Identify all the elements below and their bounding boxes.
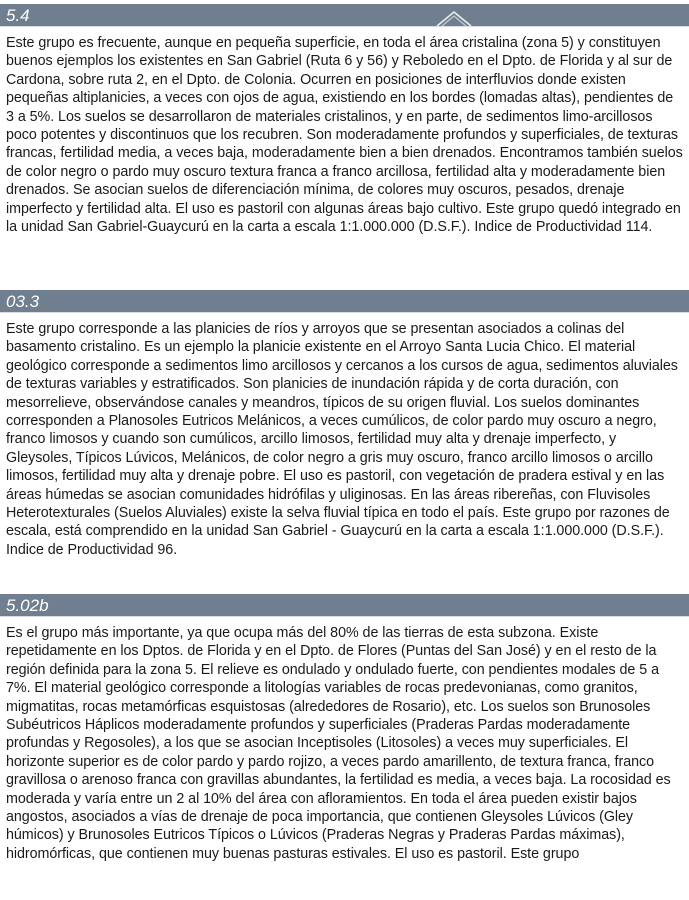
section-heading-bar	[0, 4, 689, 27]
section-03-3	[0, 290, 689, 559]
section-heading: 5.4	[6, 6, 30, 25]
section-heading-bar	[0, 594, 689, 617]
chevron-up-icon	[436, 10, 472, 27]
section-5-02b	[0, 594, 689, 863]
section-heading: 03.3	[6, 292, 40, 311]
section-heading-bar	[0, 290, 689, 313]
section-5-4	[0, 4, 689, 236]
section-heading: 5.02b	[6, 596, 49, 615]
section-body-text: Este grupo corresponde a las planicies de ríos y arroyos que se presentan asociados a colinas del basamento cristalino. Es un ejemplo la planicie existente en el Arroyo Santa Lucia Chico. El material geológico corresponde a sedimentos limo arcillosos y cercanos a los cursos de agua, sedimentos aluviales de texturas variables y estratificados. Son planicies de inundación rápida y de corta duración, con mesorrelieve, observándose canales y meandros, típicos de su origen fluvial. Los suelos dominantes corresponden a Planosoles Eutricos Melánicos, a veces cumúlicos, de color pardo muy oscuro a negro, franco limosos y cuando son cumúlicos, arcillo limosos, fertilidad muy alta y drenaje imperfecto, y Gleysoles, Típicos Lúvicos, Melánicos, de color negro a gris muy oscuro, franco arcillo limosos o arcillo limosos, fertilidad muy alta y drenaje pobre. El uso es pastoril, con vegetación de pradera estival y en las áreas húmedas se asocian comunidades hidrófilas y uliginosas. En las áreas ribereñas, con Fluvisoles Heterotexturales (Suelos Aluviales) existe la selva fluvial típica en todo el país. Este grupo por razones de escala, está comprendido en la unidad San Gabriel - Guaycurú en la carta a escala 1:1.000.000 (D.S.F.). Indice de Productividad 96.	[6, 321, 678, 558]
section-body-text: Este grupo es frecuente, aunque en pequeña superficie, en toda el área cristalina (zona 5) y constituyen buenos ejemplos los existentes en San Gabriel (Ruta 6 y 56) y Reboledo en el Dpto. de Florida y al sur de Cardona, sobre ruta 2, en el Dpto. de Colonia. Ocurren en posiciones de interfluvios donde existen pequeñas altiplanicies, a veces con ojos de agua, existiendo en los bordes (lomadas altas), pendientes de 3 a 5%. Los suelos se desarrollaron de materiales cristalinos, y en parte, de sedimentos limo-arcillosos poco potentes y discontinuos que los recubren. Son moderadamente profundos y superficiales, de texturas francas, fertilidad media, a veces baja, moderadamente bien a bien drenados. Encontramos también suelos de color negro o pardo muy oscuro textura franca a franco arcillosa, fertilidad alta y moderadamente bien drenados. Se asocian suelos de diferenciación mínima, de colores muy oscuros, pesados, drenaje imperfecto y fertilidad alta. El uso es pastoril con algunas áreas bajo cultivo. Este grupo quedó integrado en la unidad San Gabriel-Guaycurú en la carta a escala 1:1.000.000 (D.S.F.). Indice de Productividad 114.	[6, 35, 683, 236]
section-body-text: Es el grupo más importante, ya que ocupa más del 80% de las tierras de esta subzona. Existe repetidamente en los Dptos. de Florida y en el Dpto. de Flores (Puntas del San José) y en el resto de la región definida para la zona 5. El relieve es ondulado y ondulado fuerte, con pendientes modales de 5 a 7%. El material geológico corresponde a litologías variables de rocas predevonianas, como granitos, migmatitas, rocas metamórficas esquistosas (alrededores de Rosario), etc. Los suelos son Brunosoles Subéutricos Háplicos moderadamente profundos y superficiales (Praderas Pardas moderadamente profundas y Regosoles), a los que se asocian Inceptisoles (Litosoles) a veces muy superficiales. El horizonte superior es de color pardo y pardo rojizo, a veces pardo amarillento, de textura franca, franco gravillosa o arenoso franca con gravillas abundantes, la fertilidad es media, a veces baja. La rocosidad es moderada y varía entre un 2 al 10% del área con afloramientos. En toda el área pueden existir bajos angostos, asociados a vías de drenaje de poca importancia, que contienen Gleysoles Lúvicos (Gley húmicos) y Brunosoles Eutricos Típicos o Lúvicos (Praderas Negras y Praderas Pardas máximas), hidromórficas, que contienen muy buenas pasturas estivales. El uso es pastoril. Este grupo	[6, 625, 671, 862]
